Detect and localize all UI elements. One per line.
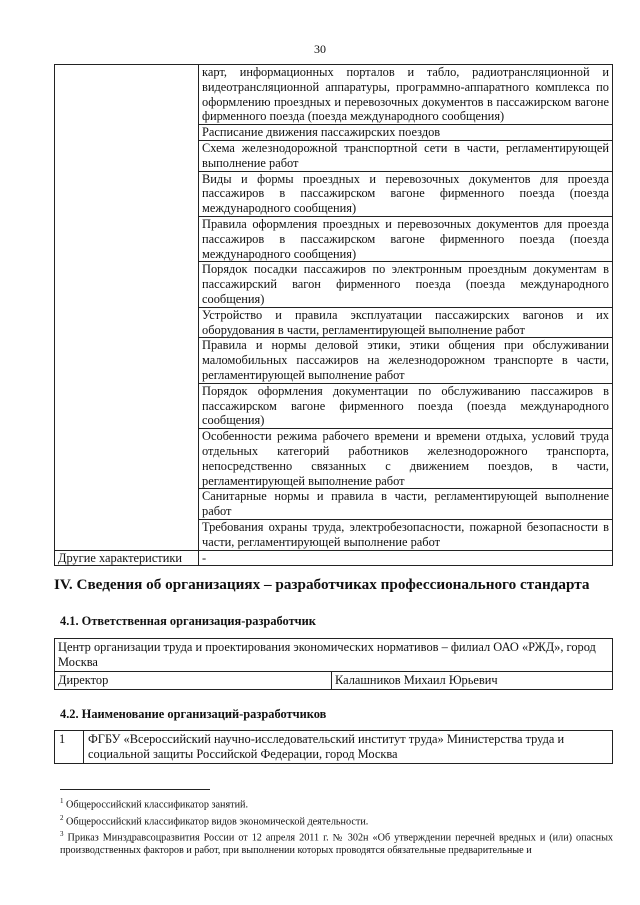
- table-row: Санитарные нормы и правила в части, регламентирующей выполнение работ: [199, 489, 613, 520]
- table-row: Порядок посадки пассажиров по электронным проездным документам в пассажирский вагон фирменного поезда (поезда международного сообщения): [199, 262, 613, 307]
- table-row: Правила и нормы деловой этики, этики общения при обслуживании маломобильных пассажиров на железнодорожном транспорте в части, регламентирующей выполнение работ: [199, 338, 613, 383]
- other-characteristics-label: Другие характеристики: [55, 550, 199, 566]
- footnote-text: Общероссийский классификатор занятий.: [66, 799, 249, 811]
- table-row: Правила оформления проездных и перевозочных документов для проезда пассажиров в пассажирском вагоне фирменного поезда (поезда международного сообщения): [199, 216, 613, 261]
- table-row: Виды и формы проездных и перевозочных документов для проезда пассажиров в пассажирском вагоне фирменного поезда (поезда международного сообщения): [199, 171, 613, 216]
- knowledge-requirements-table: [54, 64, 613, 566]
- responsible-position: Директор: [55, 672, 332, 690]
- section-title: IV. Сведения об организациях – разработчиках профессионального стандарта: [54, 576, 590, 593]
- footnote-divider: [60, 789, 210, 790]
- responsible-org-table: [54, 638, 613, 690]
- empty-label-cell: [55, 65, 199, 551]
- footnote-2: [60, 812, 613, 829]
- footnote-1: [60, 795, 613, 812]
- footnote-mark: 2: [60, 813, 64, 822]
- footnote-text: Общероссийский классификатор видов экономической деятельности.: [66, 816, 369, 828]
- table-row: Порядок оформления документации по обслуживанию пассажиров в пассажирском вагоне фирменного поезда (поезда международного сообщения): [199, 383, 613, 428]
- table-row: Особенности режима рабочего времени и времени отдыха, условий труда отдельных категорий работников железнодорожного транспорта, непосредственно связанных с движением поездов, в части, регламентирующей выполнение работ: [199, 429, 613, 489]
- table-row: Требования охраны труда, электробезопасности, пожарной безопасности в части, регламентирующей выполнение работ: [199, 519, 613, 550]
- table-row: карт, информационных порталов и табло, радиотрансляционной и видеотрансляционной аппаратуры, программно-аппаратного комплекса по оформлению проездных и перевозочных документов в пассажирском вагоне фирменного поезда (поезда международного сообщения): [199, 65, 613, 125]
- developers-heading: 4.2. Наименование организаций-разработчиков: [60, 707, 327, 721]
- footnote-text: Приказ Минздравсоцразвития России от 12 апреля 2011 г. № 302н «Об утверждении перечней вредных и (или) опасных производственных факторов и работ, при выполнении которых проводятся обязательные предварительные и: [60, 832, 614, 857]
- table-row: Схема железнодорожной транспортной сети в части, регламентирующей выполнение работ: [199, 140, 613, 171]
- responsible-person: Калашников Михаил Юрьевич: [332, 672, 613, 690]
- footnotes: [60, 795, 613, 857]
- responsible-org-heading: 4.1. Ответственная организация-разработчик: [60, 614, 316, 628]
- table-row: Расписание движения пассажирских поездов: [199, 125, 613, 141]
- responsible-org-name: Центр организации труда и проектирования экономических нормативов – филиал ОАО «РЖД», город Москва: [55, 639, 613, 672]
- developer-name: ФГБУ «Всероссийский научно-исследовательский институт труда» Министерства труда и социальной защиты Российской Федерации, город Москва: [84, 731, 613, 764]
- page-number: 30: [314, 42, 326, 56]
- footnote-3: [60, 828, 613, 857]
- footnote-mark: 3: [60, 830, 64, 839]
- other-characteristics-value: -: [199, 550, 613, 566]
- developers-table: [54, 730, 613, 764]
- developer-number: 1: [55, 731, 84, 764]
- footnote-mark: 1: [60, 797, 64, 805]
- table-row: Устройство и правила эксплуатации пассажирских вагонов и их оборудования в части, регламентирующей выполнение работ: [199, 307, 613, 338]
